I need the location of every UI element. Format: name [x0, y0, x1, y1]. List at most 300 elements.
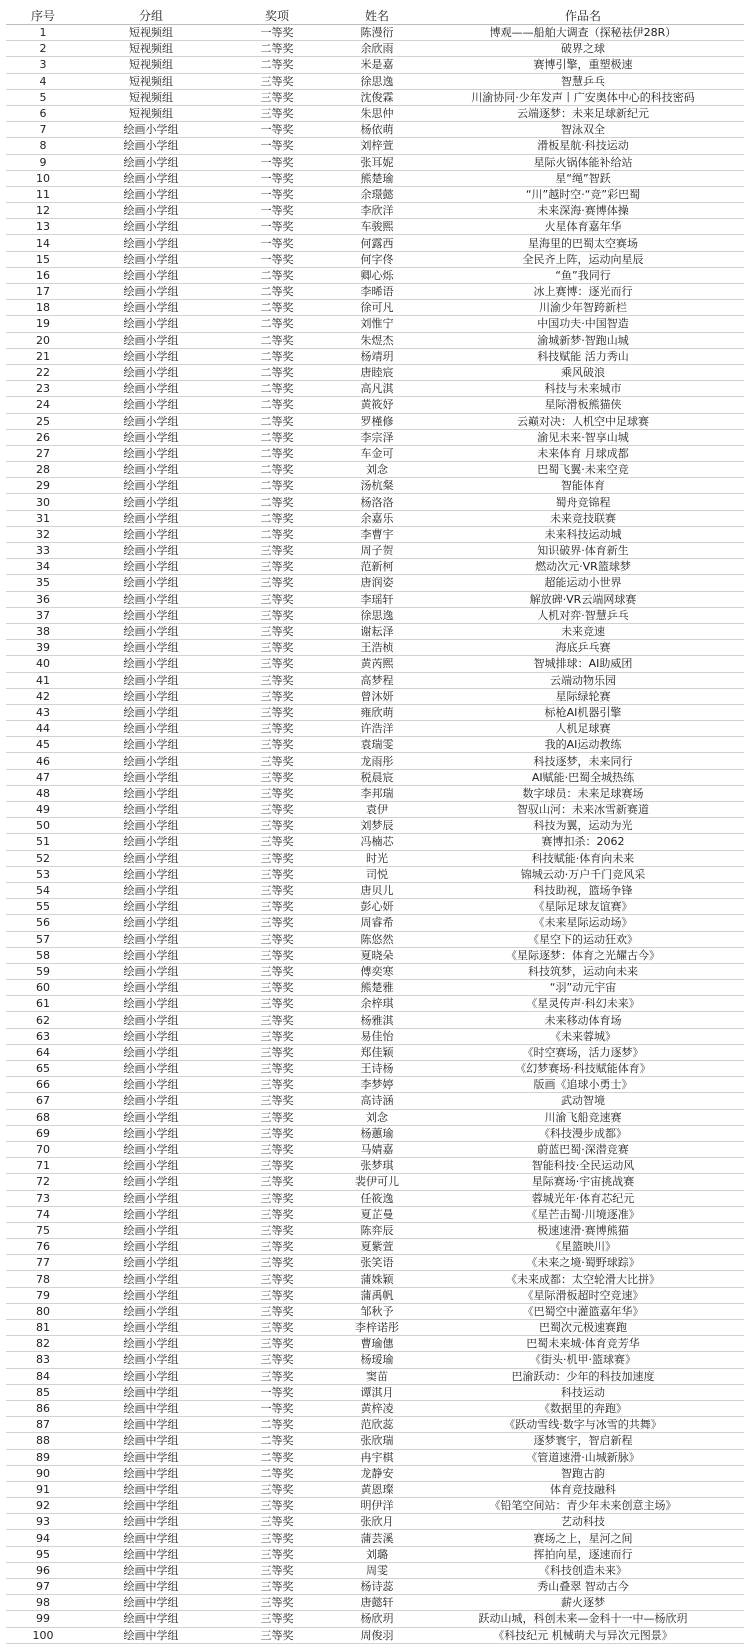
cell-group: 绘画中学组 — [80, 1546, 222, 1562]
cell-name: 陈悠然 — [332, 931, 422, 947]
cell-award: 三等奖 — [222, 1530, 332, 1546]
cell-index: 31 — [6, 510, 80, 526]
cell-group: 绘画小学组 — [80, 623, 222, 639]
cell-name: 余梓琪 — [332, 996, 422, 1012]
cell-index: 10 — [6, 170, 80, 186]
table-row — [6, 381, 744, 397]
cell-award: 二等奖 — [222, 1465, 332, 1481]
cell-award: 二等奖 — [222, 413, 332, 429]
cell-award: 三等奖 — [222, 672, 332, 688]
cell-work-title: 川渝协同·少年发声丨广安奥体中心的科技密码 — [422, 89, 744, 105]
cell-award: 三等奖 — [222, 947, 332, 963]
cell-work-title: 科技为翼，运动为光 — [422, 818, 744, 834]
cell-group: 绘画小学组 — [80, 963, 222, 979]
cell-award: 三等奖 — [222, 656, 332, 672]
cell-work-title: 云端动物乐园 — [422, 672, 744, 688]
cell-name: 张欣月 — [332, 1514, 422, 1530]
cell-work-title: 智跑古韵 — [422, 1465, 744, 1481]
cell-work-title: 武动智境 — [422, 1093, 744, 1109]
cell-work-title: 渝见未来·智享山城 — [422, 429, 744, 445]
table-row — [6, 1190, 744, 1206]
cell-index: 49 — [6, 802, 80, 818]
cell-name: 唐润姿 — [332, 575, 422, 591]
cell-group: 绘画小学组 — [80, 882, 222, 898]
cell-group: 绘画小学组 — [80, 381, 222, 397]
cell-group: 绘画小学组 — [80, 785, 222, 801]
cell-award: 二等奖 — [222, 397, 332, 413]
cell-group: 绘画小学组 — [80, 980, 222, 996]
cell-work-title: 星际赛场·宇宙挑战赛 — [422, 1174, 744, 1190]
cell-index: 71 — [6, 1158, 80, 1174]
cell-award: 三等奖 — [222, 1077, 332, 1093]
cell-award: 二等奖 — [222, 41, 332, 57]
cell-work-title: 科技与未来城市 — [422, 381, 744, 397]
table-row — [6, 818, 744, 834]
cell-work-title: 破界之球 — [422, 41, 744, 57]
table-row — [6, 138, 744, 154]
table-row — [6, 1611, 744, 1627]
cell-index: 22 — [6, 364, 80, 380]
cell-group: 绘画小学组 — [80, 1303, 222, 1319]
cell-name: 李邦瑞 — [332, 785, 422, 801]
cell-group: 绘画小学组 — [80, 445, 222, 461]
cell-name: 雍欣萌 — [332, 704, 422, 720]
cell-work-title: 科技运动 — [422, 1384, 744, 1400]
cell-work-title: 滑板星航·科技运动 — [422, 138, 744, 154]
table-row — [6, 89, 744, 105]
cell-index: 95 — [6, 1546, 80, 1562]
cell-work-title: 云巅对决：人机空中足球赛 — [422, 413, 744, 429]
cell-index: 8 — [6, 138, 80, 154]
cell-name: 冯楠芯 — [332, 834, 422, 850]
cell-group: 绘画小学组 — [80, 769, 222, 785]
table-row — [6, 575, 744, 591]
cell-index: 94 — [6, 1530, 80, 1546]
cell-award: 三等奖 — [222, 1222, 332, 1238]
cell-name: 裴伊可儿 — [332, 1174, 422, 1190]
table-row — [6, 332, 744, 348]
cell-name: 曾沐妍 — [332, 688, 422, 704]
cell-group: 绘画小学组 — [80, 704, 222, 720]
cell-group: 绘画小学组 — [80, 656, 222, 672]
table-row — [6, 25, 744, 41]
cell-index: 40 — [6, 656, 80, 672]
cell-group: 绘画小学组 — [80, 154, 222, 170]
table-row — [6, 1481, 744, 1497]
cell-name: 杨雅淇 — [332, 1012, 422, 1028]
cell-award: 三等奖 — [222, 1287, 332, 1303]
table-row — [6, 73, 744, 89]
cell-award: 三等奖 — [222, 899, 332, 915]
cell-work-title: 极速速滑·赛博熊猫 — [422, 1222, 744, 1238]
table-row — [6, 251, 744, 267]
cell-group: 绘画中学组 — [80, 1530, 222, 1546]
cell-work-title: 科技赋能 活力秀山 — [422, 348, 744, 364]
table-row — [6, 1093, 744, 1109]
table-row — [6, 1384, 744, 1400]
cell-group: 绘画小学组 — [80, 526, 222, 542]
cell-group: 绘画小学组 — [80, 203, 222, 219]
table-row — [6, 105, 744, 121]
table-row — [6, 1158, 744, 1174]
table-row — [6, 980, 744, 996]
cell-award: 三等奖 — [222, 1271, 332, 1287]
table-row — [6, 899, 744, 915]
cell-name: 龙雨彤 — [332, 753, 422, 769]
cell-work-title: 《科技创造未来》 — [422, 1562, 744, 1578]
cell-work-title: 智能科技·全民运动风 — [422, 1158, 744, 1174]
cell-award: 三等奖 — [222, 1336, 332, 1352]
cell-group: 绘画小学组 — [80, 1287, 222, 1303]
cell-group: 绘画中学组 — [80, 1417, 222, 1433]
cell-group: 绘画小学组 — [80, 300, 222, 316]
cell-group: 绘画小学组 — [80, 1239, 222, 1255]
cell-name: 徐可凡 — [332, 300, 422, 316]
cell-work-title: 超能运动小世界 — [422, 575, 744, 591]
cell-group: 绘画小学组 — [80, 235, 222, 251]
table-row — [6, 1287, 744, 1303]
cell-work-title: 川渝飞船竞速赛 — [422, 1109, 744, 1125]
table-row — [6, 947, 744, 963]
cell-group: 绘画小学组 — [80, 1336, 222, 1352]
cell-name: 陈漫衍 — [332, 25, 422, 41]
cell-index: 43 — [6, 704, 80, 720]
table-row — [6, 704, 744, 720]
cell-work-title: 未来科技运动城 — [422, 526, 744, 542]
cell-group: 绘画中学组 — [80, 1627, 222, 1643]
cell-index: 34 — [6, 559, 80, 575]
cell-work-title: 巴蜀飞翼·未来空竞 — [422, 462, 744, 478]
table-row — [6, 170, 744, 186]
table-body — [6, 25, 744, 1644]
cell-index: 37 — [6, 607, 80, 623]
cell-name: 司悦 — [332, 866, 422, 882]
cell-index: 44 — [6, 721, 80, 737]
cell-index: 32 — [6, 526, 80, 542]
cell-award: 二等奖 — [222, 300, 332, 316]
cell-index: 77 — [6, 1255, 80, 1271]
cell-work-title: 跃动山城，科创未来—金科十一中—杨欣玥 — [422, 1611, 744, 1627]
cell-index: 93 — [6, 1514, 80, 1530]
cell-name: 熊楚雅 — [332, 980, 422, 996]
table-row — [6, 785, 744, 801]
cell-group: 绘画小学组 — [80, 267, 222, 283]
cell-index: 67 — [6, 1093, 80, 1109]
cell-group: 绘画小学组 — [80, 947, 222, 963]
table-row — [6, 526, 744, 542]
cell-work-title: 未来深海·赛博体操 — [422, 203, 744, 219]
cell-work-title: 星际火锅体能补给站 — [422, 154, 744, 170]
cell-group: 绘画小学组 — [80, 575, 222, 591]
cell-index: 100 — [6, 1627, 80, 1643]
cell-award: 二等奖 — [222, 494, 332, 510]
cell-award: 三等奖 — [222, 963, 332, 979]
table-row — [6, 996, 744, 1012]
cell-group: 绘画小学组 — [80, 1271, 222, 1287]
table-row — [6, 1368, 744, 1384]
cell-name: 马婧嘉 — [332, 1141, 422, 1157]
cell-group: 绘画小学组 — [80, 591, 222, 607]
cell-index: 57 — [6, 931, 80, 947]
cell-name: 夏紫萱 — [332, 1239, 422, 1255]
cell-work-title: 未来移动体育场 — [422, 1012, 744, 1028]
cell-group: 绘画小学组 — [80, 1077, 222, 1093]
cell-work-title: 艺动科技 — [422, 1514, 744, 1530]
cell-award: 一等奖 — [222, 186, 332, 202]
cell-index: 17 — [6, 284, 80, 300]
cell-work-title: 锦城云动·万户千门竞风采 — [422, 866, 744, 882]
table-row — [6, 802, 744, 818]
cell-name: 刘念 — [332, 1109, 422, 1125]
cell-group: 绘画小学组 — [80, 122, 222, 138]
cell-work-title: 博观——船舶大调查（探秘祛伊28R） — [422, 25, 744, 41]
cell-work-title: 渝城新梦·智跑山城 — [422, 332, 744, 348]
table-row — [6, 543, 744, 559]
cell-name: 高诗涵 — [332, 1093, 422, 1109]
cell-index: 79 — [6, 1287, 80, 1303]
cell-index: 54 — [6, 882, 80, 898]
cell-work-title: 智城排球：AI助威团 — [422, 656, 744, 672]
cell-index: 3 — [6, 57, 80, 73]
table-row — [6, 122, 744, 138]
cell-name: 唐懿轩 — [332, 1595, 422, 1611]
table-row — [6, 1174, 744, 1190]
cell-name: 彭心妍 — [332, 899, 422, 915]
cell-group: 绘画小学组 — [80, 672, 222, 688]
table-row — [6, 1514, 744, 1530]
table-row — [6, 1271, 744, 1287]
cell-name: 罗槿修 — [332, 413, 422, 429]
cell-group: 绘画小学组 — [80, 996, 222, 1012]
cell-award: 三等奖 — [222, 559, 332, 575]
cell-award: 二等奖 — [222, 1417, 332, 1433]
cell-award: 一等奖 — [222, 138, 332, 154]
cell-group: 短视频组 — [80, 57, 222, 73]
cell-group: 绘画小学组 — [80, 1061, 222, 1077]
table-row — [6, 1530, 744, 1546]
cell-award: 三等奖 — [222, 996, 332, 1012]
cell-group: 绘画小学组 — [80, 413, 222, 429]
cell-index: 56 — [6, 915, 80, 931]
cell-work-title: 《星际逐梦：体育之光耀古今》 — [422, 947, 744, 963]
cell-award: 三等奖 — [222, 1239, 332, 1255]
cell-work-title: 《跃动雪线·数字与冰雪的共舞》 — [422, 1417, 744, 1433]
cell-index: 78 — [6, 1271, 80, 1287]
cell-group: 绘画中学组 — [80, 1433, 222, 1449]
cell-index: 12 — [6, 203, 80, 219]
cell-work-title: 《幻梦赛场·科技赋能体育》 — [422, 1061, 744, 1077]
table-row — [6, 235, 744, 251]
cell-work-title: 蜀舟竞锦程 — [422, 494, 744, 510]
cell-group: 绘画小学组 — [80, 850, 222, 866]
table-row — [6, 1595, 744, 1611]
cell-work-title: 数字球员：未来足球赛场 — [422, 785, 744, 801]
cell-name: 李梓诺彤 — [332, 1320, 422, 1336]
cell-index: 53 — [6, 866, 80, 882]
cell-work-title: 《街头·机甲·篮球赛》 — [422, 1352, 744, 1368]
cell-index: 23 — [6, 381, 80, 397]
table-row — [6, 737, 744, 753]
header-index: 序号 — [6, 8, 80, 25]
table-row — [6, 1044, 744, 1060]
cell-name: 谭淇月 — [332, 1384, 422, 1400]
cell-index: 86 — [6, 1400, 80, 1416]
cell-work-title: 乘风破浪 — [422, 364, 744, 380]
cell-name: 郑佳颖 — [332, 1044, 422, 1060]
cell-name: 黄芮熙 — [332, 656, 422, 672]
cell-work-title: 星“绳”智跃 — [422, 170, 744, 186]
cell-group: 绘画小学组 — [80, 607, 222, 623]
cell-group: 绘画小学组 — [80, 688, 222, 704]
cell-work-title: 《未来星际运动场》 — [422, 915, 744, 931]
cell-name: 张笑语 — [332, 1255, 422, 1271]
cell-group: 绘画小学组 — [80, 316, 222, 332]
cell-award: 三等奖 — [222, 980, 332, 996]
cell-award: 三等奖 — [222, 850, 332, 866]
cell-award: 三等奖 — [222, 704, 332, 720]
cell-group: 绘画小学组 — [80, 834, 222, 850]
table-row — [6, 1255, 744, 1271]
cell-name: 税晨宸 — [332, 769, 422, 785]
table-row — [6, 963, 744, 979]
cell-index: 42 — [6, 688, 80, 704]
cell-award: 三等奖 — [222, 882, 332, 898]
table-row — [6, 882, 744, 898]
cell-work-title: “鱼”我同行 — [422, 267, 744, 283]
cell-award: 三等奖 — [222, 1190, 332, 1206]
cell-work-title: 冰上赛博：逐光而行 — [422, 284, 744, 300]
table-row — [6, 494, 744, 510]
cell-name: 杨靖玥 — [332, 348, 422, 364]
cell-index: 62 — [6, 1012, 80, 1028]
table-row — [6, 203, 744, 219]
cell-award: 三等奖 — [222, 802, 332, 818]
cell-award: 三等奖 — [222, 915, 332, 931]
cell-index: 66 — [6, 1077, 80, 1093]
cell-award: 二等奖 — [222, 462, 332, 478]
cell-award: 二等奖 — [222, 332, 332, 348]
cell-award: 二等奖 — [222, 316, 332, 332]
cell-name: 何露西 — [332, 235, 422, 251]
cell-index: 61 — [6, 996, 80, 1012]
cell-name: 黄梓凌 — [332, 1400, 422, 1416]
cell-group: 绘画小学组 — [80, 818, 222, 834]
table-row — [6, 1320, 744, 1336]
cell-name: 杨依萌 — [332, 122, 422, 138]
cell-work-title: 逐梦寰宇，智启新程 — [422, 1433, 744, 1449]
cell-index: 99 — [6, 1611, 80, 1627]
cell-work-title: 蓉城光年·体育芯纪元 — [422, 1190, 744, 1206]
cell-name: 李曹宇 — [332, 526, 422, 542]
cell-award: 三等奖 — [222, 1061, 332, 1077]
cell-name: 朱煜杰 — [332, 332, 422, 348]
table-row — [6, 915, 744, 931]
cell-name: 徐思逸 — [332, 607, 422, 623]
cell-name: 袁瑞雯 — [332, 737, 422, 753]
cell-work-title: AI赋能·巴蜀全城热练 — [422, 769, 744, 785]
cell-award: 二等奖 — [222, 1449, 332, 1465]
cell-index: 16 — [6, 267, 80, 283]
cell-name: 杨洛洛 — [332, 494, 422, 510]
table-row — [6, 1417, 744, 1433]
cell-index: 98 — [6, 1595, 80, 1611]
table-row — [6, 1206, 744, 1222]
cell-name: 唐睦宸 — [332, 364, 422, 380]
cell-work-title: 《未来之境·蜀野球踪》 — [422, 1255, 744, 1271]
cell-group: 绘画小学组 — [80, 429, 222, 445]
cell-name: 米是嘉 — [332, 57, 422, 73]
cell-work-title: 《星芒击蜀·川境逐准》 — [422, 1206, 744, 1222]
cell-award: 三等奖 — [222, 1206, 332, 1222]
cell-award: 三等奖 — [222, 1255, 332, 1271]
cell-name: 邹秋予 — [332, 1303, 422, 1319]
cell-name: 周俊羽 — [332, 1627, 422, 1643]
cell-work-title: 星际滑板熊猫侠 — [422, 397, 744, 413]
cell-group: 绘画小学组 — [80, 478, 222, 494]
cell-group: 绘画中学组 — [80, 1498, 222, 1514]
cell-index: 9 — [6, 154, 80, 170]
table-row — [6, 688, 744, 704]
cell-work-title: 火星体育嘉年华 — [422, 219, 744, 235]
cell-award: 一等奖 — [222, 203, 332, 219]
cell-award: 三等奖 — [222, 1627, 332, 1643]
cell-index: 85 — [6, 1384, 80, 1400]
cell-award: 二等奖 — [222, 1433, 332, 1449]
table-row — [6, 1352, 744, 1368]
cell-name: 范欣蕊 — [332, 1417, 422, 1433]
table-row — [6, 1222, 744, 1238]
table-row — [6, 769, 744, 785]
cell-award: 二等奖 — [222, 429, 332, 445]
cell-group: 绘画小学组 — [80, 1044, 222, 1060]
cell-index: 58 — [6, 947, 80, 963]
table-row — [6, 413, 744, 429]
cell-name: 蒲禹帆 — [332, 1287, 422, 1303]
table-row — [6, 866, 744, 882]
cell-index: 39 — [6, 640, 80, 656]
cell-work-title: 《星空下的运动狂欢》 — [422, 931, 744, 947]
cell-name: 熊楚瑜 — [332, 170, 422, 186]
table-row — [6, 462, 744, 478]
table-row — [6, 219, 744, 235]
cell-group: 绘画小学组 — [80, 1352, 222, 1368]
cell-work-title: 巴蜀未来城·体育竞芳华 — [422, 1336, 744, 1352]
cell-award: 三等奖 — [222, 1498, 332, 1514]
cell-work-title: 知识破界·体育新生 — [422, 543, 744, 559]
cell-group: 绘画小学组 — [80, 494, 222, 510]
cell-work-title: 智泳双全 — [422, 122, 744, 138]
cell-award: 三等奖 — [222, 1595, 332, 1611]
cell-award: 二等奖 — [222, 57, 332, 73]
cell-group: 绘画小学组 — [80, 1255, 222, 1271]
table-row — [6, 1028, 744, 1044]
cell-award: 三等奖 — [222, 640, 332, 656]
table-row — [6, 364, 744, 380]
cell-name: 陈弈辰 — [332, 1222, 422, 1238]
table-header — [6, 8, 744, 25]
cell-name: 刘惟宁 — [332, 316, 422, 332]
cell-group: 绘画小学组 — [80, 397, 222, 413]
cell-index: 25 — [6, 413, 80, 429]
cell-name: 朱思仲 — [332, 105, 422, 121]
table-row — [6, 1627, 744, 1643]
cell-work-title: 智能体育 — [422, 478, 744, 494]
cell-name: 明伊洋 — [332, 1498, 422, 1514]
cell-index: 2 — [6, 41, 80, 57]
cell-award: 三等奖 — [222, 1514, 332, 1530]
cell-group: 绘画小学组 — [80, 462, 222, 478]
cell-award: 三等奖 — [222, 1611, 332, 1627]
